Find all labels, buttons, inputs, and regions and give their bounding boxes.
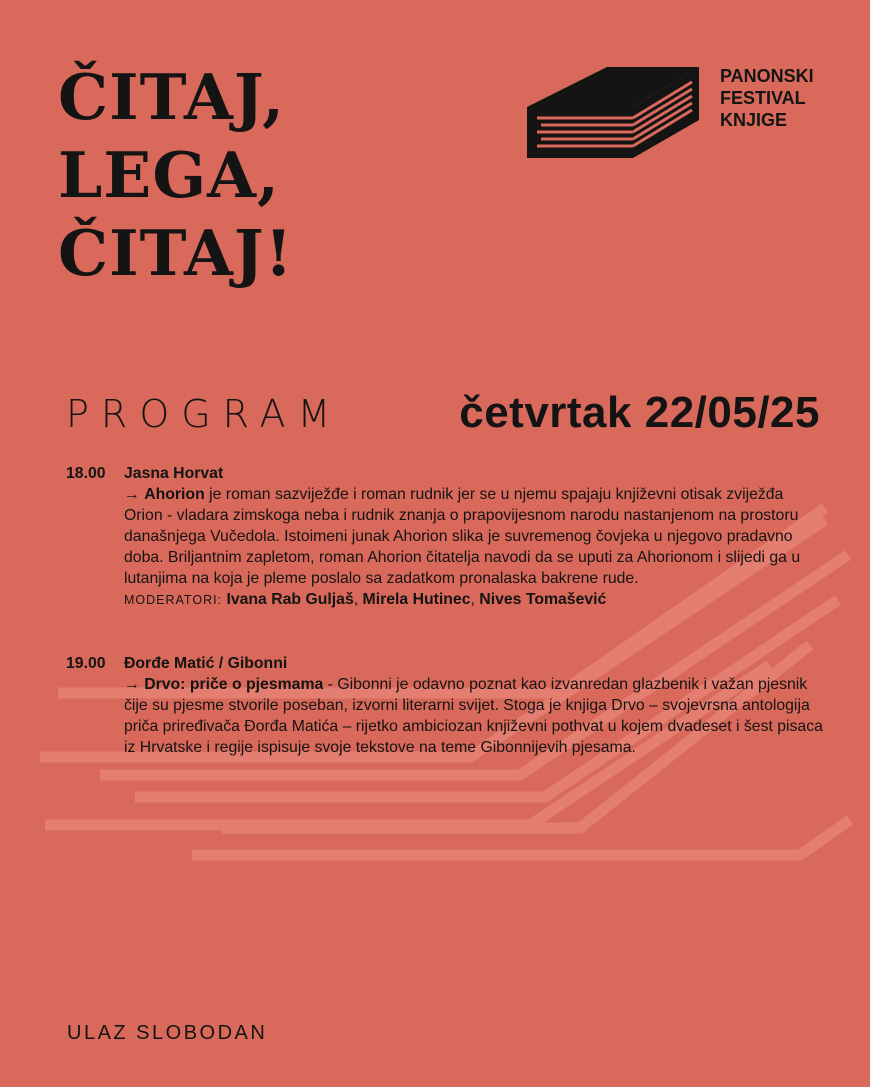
moderators-line: MODERATORI: Ivana Rab Guljaš, Mirela Hutinec, Nives Tomašević: [124, 591, 607, 608]
event-speaker: Đorđe Matić / Gibonni: [124, 655, 288, 672]
event-speaker: Jasna Horvat: [124, 465, 224, 482]
event-description: - Gibonni je odavno poznat kao izvanredan glazbenik i važan pjesnik čije su pjesme stvorile poseban, izvorni literarni svijet. Stoga je knjiga Drvo – svojevrsna antologija priča priređivača Đorđa Matića – rijetko ambiciozan književni pothvat u kojem dvadeset i šest pisaca iz Hrvatske i regije ispisuje svoje tekstove na teme Gibonnijevih pjesama.: [124, 676, 823, 756]
book-stack-icon: [527, 62, 702, 160]
logo-line-1: PANONSKI: [720, 66, 814, 86]
event-time: 18.00: [66, 465, 106, 482]
arrow-icon: →: [124, 486, 140, 503]
event-date: četvrtak 22/05/25: [459, 388, 820, 437]
event-item: [66, 653, 826, 758]
festival-logo-text: [720, 65, 814, 131]
arrow-icon: →: [124, 676, 140, 693]
moderator-name: Mirela Hutinec: [362, 591, 471, 608]
event-description: je roman sazviježđe i roman rudnik jer se u njemu spajaju književni otisak zviježđa Orion - vladara zimskoga neba i rudnik znanja o prapovijesnom narodu nastanjenom na prostoru današnjega Vučedola. Istoimeni junak Ahorion slika je suvremenog čovjeka u njegovo pradavno doba. Briljantnim zapletom, roman Ahorion čitatelja navodi da se uputi za Ahorionom i slijedi ga u lutanjima na koja je pleme poslalo sa zadatkom pronalaska bakrene rude.: [124, 486, 801, 587]
logo-line-2: FESTIVAL: [720, 88, 806, 108]
headline: [58, 58, 293, 292]
book-title: Drvo: priče o pjesmama: [144, 676, 324, 693]
moderators-label: MODERATORI:: [124, 593, 223, 607]
event-time: 19.00: [66, 655, 106, 672]
program-label: PROGRAM: [66, 392, 343, 436]
moderator-name: Nives Tomašević: [479, 591, 607, 608]
headline-line-1: ČITAJ,: [58, 60, 286, 134]
moderator-name: Ivana Rab Guljaš: [226, 591, 354, 608]
headline-line-3: ČITAJ!: [58, 216, 294, 290]
headline-line-2: LEGA,: [58, 138, 280, 212]
free-entry-note: ULAZ SLOBODAN: [67, 1022, 268, 1044]
book-title: Ahorion: [144, 486, 205, 503]
logo-line-3: KNJIGE: [720, 110, 788, 130]
event-item: [66, 463, 826, 611]
